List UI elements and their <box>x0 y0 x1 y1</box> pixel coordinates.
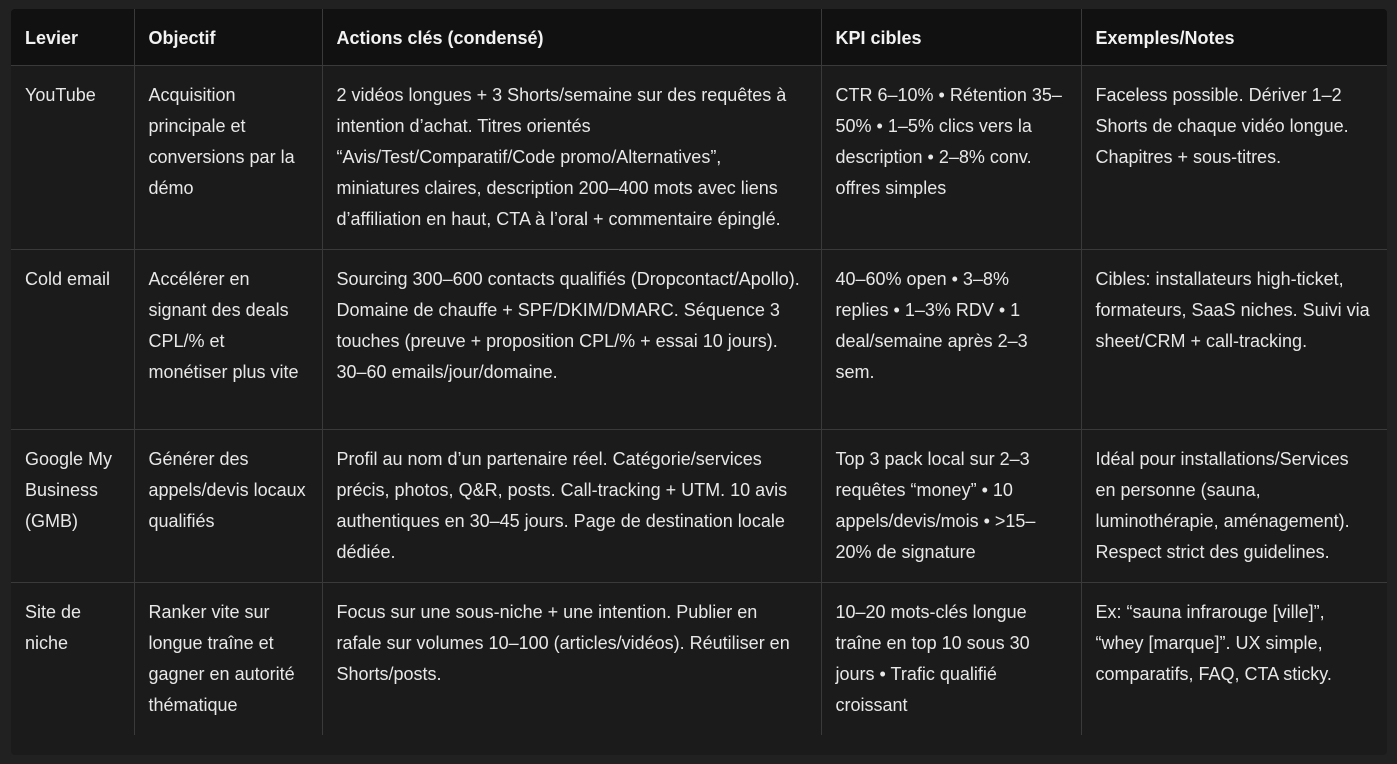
cell-kpi: 40–60% open • 3–8% replies • 1–3% RDV • 1 deal/semaine après 2–3 sem. <box>821 249 1081 429</box>
table-container <box>11 9 1387 755</box>
cell-notes: Faceless possible. Dériver 1–2 Shorts de chaque vidéo longue. Chapitres + sous-titres. <box>1081 65 1387 249</box>
table-row <box>11 65 1387 249</box>
cell-actions: Focus sur une sous-niche + une intention. Publier en rafale sur volumes 10–100 (articles/vidéos). Réutiliser en Shorts/posts. <box>322 582 821 735</box>
header-actions: Actions clés (condensé) <box>322 9 821 65</box>
cell-notes: Idéal pour installations/Services en personne (sauna, luminothérapie, aménagement). Respect strict des guidelines. <box>1081 429 1387 582</box>
cell-actions: Sourcing 300–600 contacts qualifiés (Dropcontact/Apollo). Domaine de chauffe + SPF/DKIM/DMARC. Séquence 3 touches (preuve + proposition CPL/% + essai 10 jours). 30–60 emails/jour/domaine. <box>322 249 821 429</box>
header-notes: Exemples/Notes <box>1081 9 1387 65</box>
header-levier: Levier <box>11 9 134 65</box>
cell-levier: Site de niche <box>11 582 134 735</box>
cell-kpi: Top 3 pack local sur 2–3 requêtes “money” • 10 appels/devis/mois • >15–20% de signature <box>821 429 1081 582</box>
cell-notes: Cibles: installateurs high-ticket, formateurs, SaaS niches. Suivi via sheet/CRM + call-tracking. <box>1081 249 1387 429</box>
cell-levier: Cold email <box>11 249 134 429</box>
cell-objectif: Accélérer en signant des deals CPL/% et monétiser plus vite <box>134 249 322 429</box>
cell-kpi: CTR 6–10% • Rétention 35–50% • 1–5% clics vers la description • 2–8% conv. offres simples <box>821 65 1081 249</box>
cell-objectif: Générer des appels/devis locaux qualifiés <box>134 429 322 582</box>
cell-actions: Profil au nom d’un partenaire réel. Catégorie/services précis, photos, Q&R, posts. Call-tracking + UTM. 10 avis authentiques en 30–45 jours. Page de destination locale dédiée. <box>322 429 821 582</box>
cell-objectif: Acquisition principale et conversions par la démo <box>134 65 322 249</box>
cell-kpi: 10–20 mots-clés longue traîne en top 10 sous 30 jours • Trafic qualifié croissant <box>821 582 1081 735</box>
strategy-table <box>11 9 1387 735</box>
table-row <box>11 582 1387 735</box>
table-header <box>11 9 1387 65</box>
table-body <box>11 65 1387 735</box>
cell-levier: Google My Business (GMB) <box>11 429 134 582</box>
cell-levier: YouTube <box>11 65 134 249</box>
cell-actions: 2 vidéos longues + 3 Shorts/semaine sur des requêtes à intention d’achat. Titres orientés “Avis/Test/Comparatif/Code promo/Alternatives”, miniatures claires, description 200–400 mots avec liens d’affiliation en haut, CTA à l’oral + commentaire épinglé. <box>322 65 821 249</box>
cell-notes: Ex: “sauna infrarouge [ville]”, “whey [marque]”. UX simple, comparatifs, FAQ, CTA sticky. <box>1095 601 1332 684</box>
header-objectif: Objectif <box>134 9 322 65</box>
header-kpi: KPI cibles <box>821 9 1081 65</box>
table-row <box>11 249 1387 429</box>
cell-objectif: Ranker vite sur longue traîne et gagner en autorité thématique <box>134 582 322 735</box>
header-row <box>11 9 1387 65</box>
table-row <box>11 429 1387 582</box>
